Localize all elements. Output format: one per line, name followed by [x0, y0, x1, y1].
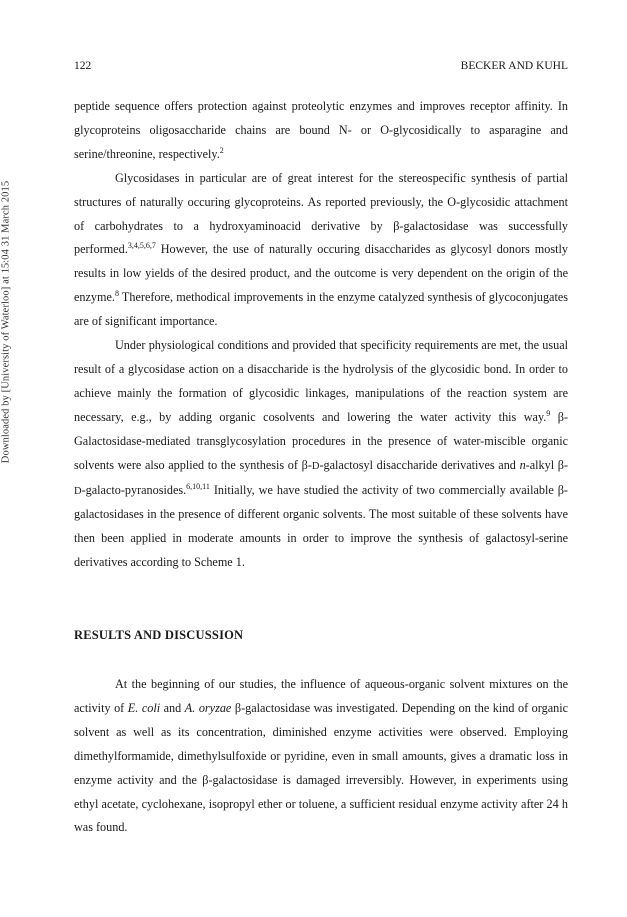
paragraph: At the beginning of our studies, the influence of aqueous-organic solvent mixtures on the activity of E. coli and A. oryzae β-galactosidase was investigated. Depending on the kind of organic solvent as well as its concentration, diminished enzyme activities were observed. Employing dimethylformamide, dimethylsulfoxide or pyridine, even in small amounts, gives a dramatic loss in enzyme activity and the β-galactosidase is damaged irreversibly. However, in experiments using ethyl acetate, cyclohexane, isopropyl ether or toluene, a sufficient residual enzyme activity after 24 h was found.	[74, 677, 569, 835]
paragraph: Under physiological conditions and provided that specificity requirements are met, the usual result of a glycosidase action on a disaccharide is the hydrolysis of the glycosidic bond. In order to achieve mainly the formation of glycosidic linkages, manipulations of the reaction system are necessary, e.g., by adding organic cosolvents and lowering the water activity this way.$^9$ β-Galactosidase-mediated transglycosylation procedures in the presence of water-miscible organic solvents were also applied to the synthesis of β-D-galactosyl disaccharide derivatives and n-alkyl β-D-galacto-pyranosides.$^{6,10,11}$ Initially, we have studied the activity of two commercially available β-galactosidases in the presence of different organic solvents. The most suitable of these solvents have then been applied in moderate amounts in order to improve the synthesis of galactosyl-serine derivatives according to Scheme 1.	[74, 338, 569, 570]
citation: 2	[219, 145, 224, 155]
running-head	[74, 60, 568, 72]
section-heading: RESULTS AND DISCUSSION	[74, 628, 244, 642]
citation: 9	[546, 408, 551, 418]
running-head-authors: BECKER AND KUHL	[460, 60, 568, 72]
body-text-lower	[74, 673, 568, 840]
page-number: 122	[74, 60, 92, 72]
paragraph: Glycosidases in particular are of great interest for the stereospecific synthesis of partial structures of naturally occuring glycoproteins. As reported previously, the O-glycosidic attachment of carbohydrates to a hydroxyaminoacid derivative by β-galactosidase was successfully performed.$^{3,4,5,6,7}$ However, the use of naturally occuring disaccharides as glycosyl donors mostly results in low yields of the desired product, and the outcome is very dependent on the origin of the enzyme.$^8$ Therefore, methodical improvements in the enzyme catalyzed synthesis of glycoconjugates are of significant importance.	[74, 170, 568, 329]
citation: 3,4,5,6,7	[127, 241, 156, 251]
citation: 6,10,11	[186, 481, 210, 491]
citation: 8	[114, 289, 119, 299]
download-notice-text: Downloaded by [University of Waterloo] at 15:04 31 March 2015	[0, 180, 12, 464]
paragraph: peptide sequence offers protection against proteolytic enzymes and improves receptor affinity. In glycoproteins oligosaccharide chains are bound N- or O-glycosidically to asparagine and serine/threonine, respectively.$^2$	[74, 99, 568, 161]
body-text-upper	[74, 95, 568, 575]
download-notice	[0, 0, 12, 917]
